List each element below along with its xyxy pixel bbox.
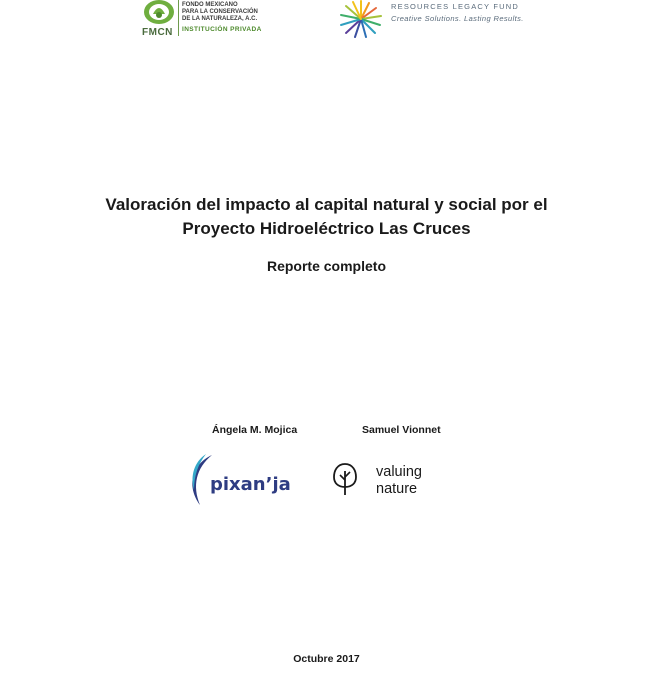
fmcn-name-line-2: PARA LA CONSERVACIÓN xyxy=(182,9,258,15)
fmcn-name-line-3: DE LA NATURALEZA, A.C. xyxy=(182,16,258,22)
valuing-nature-line-1: valuing xyxy=(376,464,422,480)
valuing-nature-wordmark xyxy=(376,464,422,498)
author-name: Samuel Vionnet xyxy=(362,424,441,436)
tree-icon xyxy=(332,462,358,496)
document-title-line-2: Proyecto Hidroeléctrico Las Cruces xyxy=(182,219,471,238)
author-name: Ángela M. Mojica xyxy=(212,424,298,436)
fmcn-divider xyxy=(178,0,179,36)
rlf-tagline: Creative Solutions. Lasting Results. xyxy=(391,14,524,23)
sunburst-icon xyxy=(336,0,386,38)
fmcn-emblem-icon xyxy=(142,0,176,26)
fmcn-name-line-1: FONDO MEXICANO xyxy=(182,2,238,8)
document-date: Octubre 2017 xyxy=(293,653,360,665)
document-subtitle: Reporte completo xyxy=(266,258,386,274)
pixanja-wordmark: pixan’ja xyxy=(210,474,291,495)
document-title-line-1: Valoración del impacto al capital natural y social por el xyxy=(105,195,548,214)
rlf-logo xyxy=(336,0,536,40)
pixanja-logo xyxy=(186,452,291,508)
rlf-name: RESOURCES LEGACY FUND xyxy=(391,2,519,11)
fmcn-logo xyxy=(142,0,272,40)
fmcn-abbr: FMCN xyxy=(142,27,173,38)
fmcn-tag: INSTITUCIÓN PRIVADA xyxy=(182,26,262,33)
valuing-nature-line-2: nature xyxy=(376,481,418,497)
